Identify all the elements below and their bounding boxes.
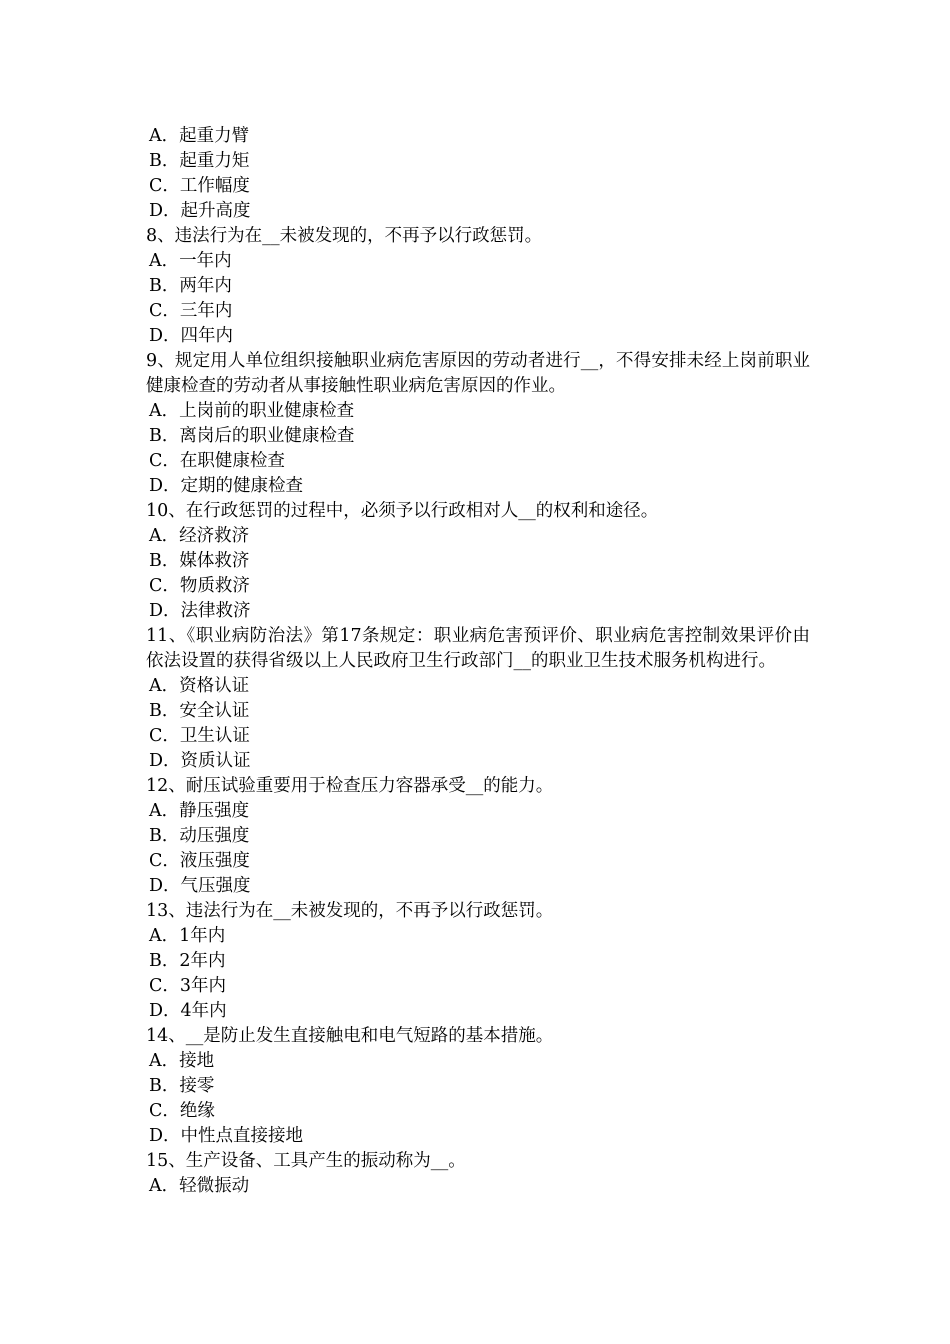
option-c: C．三年内 [149,301,233,321]
option-d: D．起升高度 [149,201,251,221]
option-a: A．轻微振动 [149,1176,250,1196]
question-stem: 11、《职业病防治法》第17条规定：职业病危害预评价、职业病危害控制效果评价由依法设置的获得省级以上人民政府卫生行政部门__的职业卫生技术服务机构进行。 [146,626,810,671]
option-b: B．媒体救济 [149,551,250,571]
option-c: C．物质救济 [149,576,250,596]
option-d: D．四年内 [149,326,234,346]
option-b: B．接零 [149,1076,215,1096]
question-block-11 [146,624,810,774]
option-d: D．4年内 [149,1001,227,1021]
question-stem: 14、__是防止发生直接触电和电气短路的基本措施。 [146,1026,554,1046]
question-stem: 10、在行政惩罚的过程中，必须予以行政相对人__的权利和途径。 [146,501,659,521]
question-stem: 15、生产设备、工具产生的振动称为__。 [146,1151,466,1171]
question-block-10 [146,499,810,624]
option-b: B．离岗后的职业健康检查 [149,426,355,446]
question-stem: 12、耐压试验重要用于检查压力容器承受__的能力。 [146,776,554,796]
option-b: B．动压强度 [149,826,250,846]
question-list [146,124,810,1199]
option-d: D．法律救济 [149,601,251,621]
option-a: A．接地 [149,1051,215,1071]
option-a: A．一年内 [149,251,232,271]
option-d: D．定期的健康检查 [149,476,304,496]
question-stem: 9、规定用人单位组织接触职业病危害原因的劳动者进行__，不得安排未经上岗前职业健康检查的劳动者从事接触性职业病危害原因的作业。 [146,351,810,396]
question-block-14 [146,1024,810,1149]
option-b: B．两年内 [149,276,232,296]
option-c: C．工作幅度 [149,176,250,196]
option-a: A．1年内 [149,926,226,946]
option-a: A．静压强度 [149,801,250,821]
question-block-7-options [146,124,810,224]
option-c: C．绝缘 [149,1101,215,1121]
question-block-12 [146,774,810,899]
question-block-15 [146,1149,810,1199]
question-block-8 [146,224,810,349]
option-a: A．上岗前的职业健康检查 [149,401,355,421]
option-a: A．起重力臂 [149,126,250,146]
option-b: B．起重力矩 [149,151,250,171]
option-c: C．液压强度 [149,851,250,871]
option-d: D．资质认证 [149,751,251,771]
question-stem: 13、违法行为在__未被发现的，不再予以行政惩罚。 [146,901,554,921]
option-a: A．经济救济 [149,526,250,546]
option-d: D．中性点直接接地 [149,1126,304,1146]
option-b: B．安全认证 [149,701,250,721]
question-stem: 8、违法行为在__未被发现的，不再予以行政惩罚。 [146,226,543,246]
option-c: C．在职健康检查 [149,451,285,471]
option-b: B．2年内 [149,951,226,971]
question-block-13 [146,899,810,1024]
option-d: D．气压强度 [149,876,251,896]
option-c: C．卫生认证 [149,726,250,746]
question-block-9 [146,349,810,499]
option-c: C．3年内 [149,976,227,996]
option-a: A．资格认证 [149,676,250,696]
